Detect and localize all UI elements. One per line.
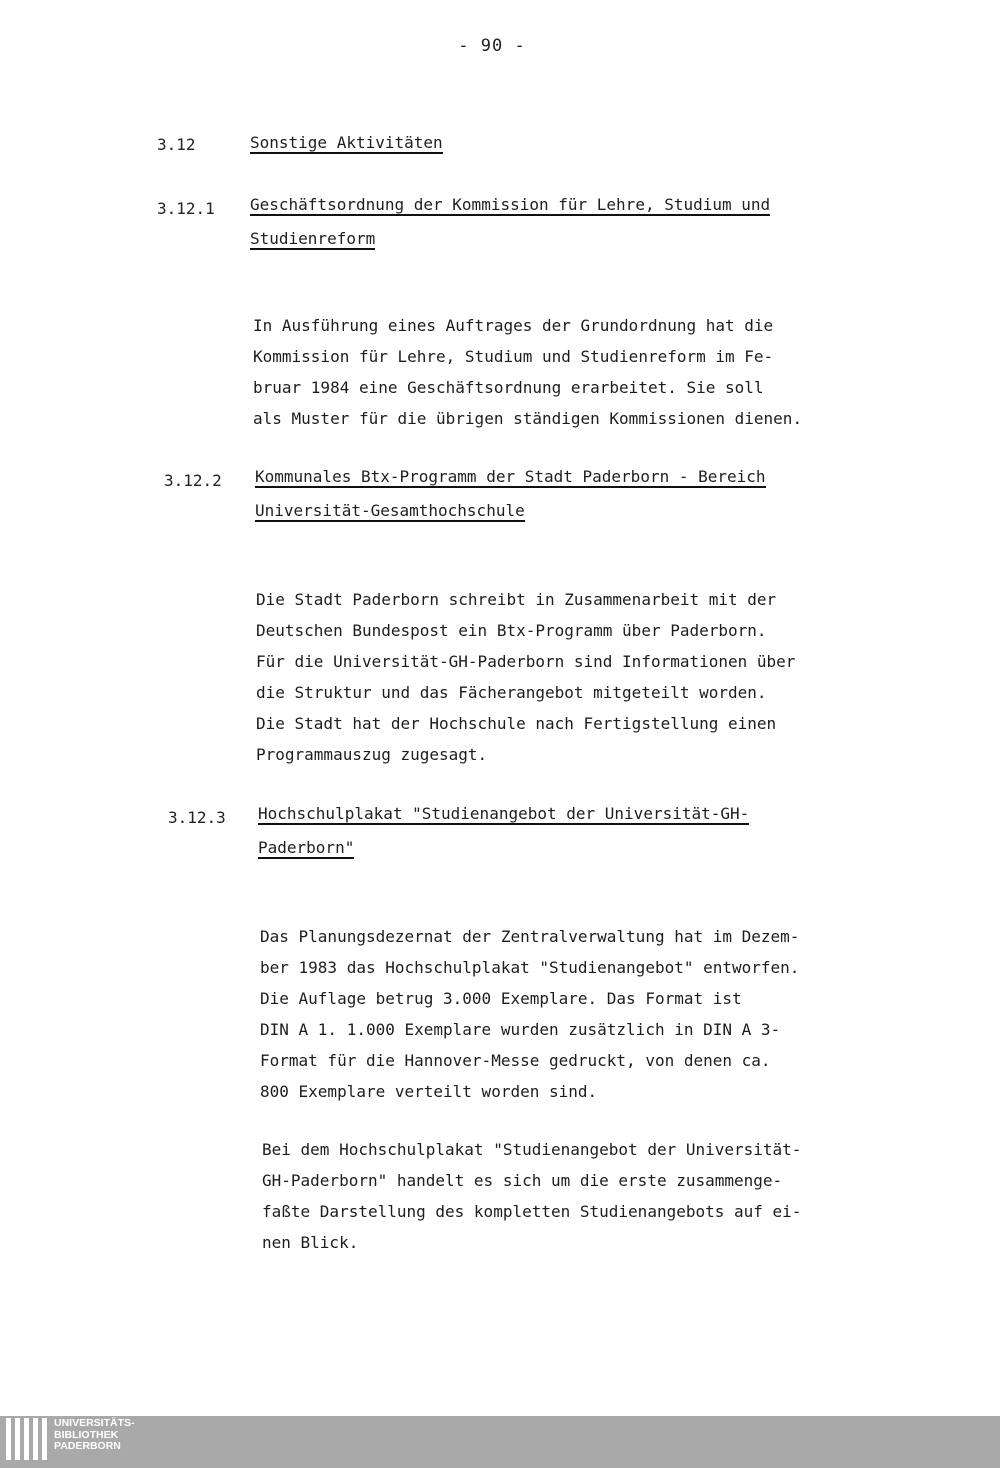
paragraph (260, 890, 799, 1107)
section-title (250, 188, 770, 256)
section-number: 3.12.1 (157, 199, 215, 218)
library-name-line: UNIVERSITÄTS- (54, 1417, 135, 1429)
paragraph-line: Für die Universität-GH-Paderborn sind Informationen über (256, 652, 796, 671)
paragraph-line: GH-Paderborn" handelt es sich um die erste zusammenge- (262, 1171, 783, 1190)
section-title-line: Universität-Gesamthochschule (255, 501, 525, 520)
section-number: 3.12.3 (168, 808, 226, 827)
paragraph (256, 553, 795, 770)
section-title (250, 126, 443, 160)
paragraph-line: als Muster für die übrigen ständigen Kommissionen dienen. (253, 409, 803, 428)
library-name-line: BIBLIOTHEK (54, 1428, 119, 1441)
paragraph-line: Das Planungsdezernat der Zentralverwaltung hat im Dezem- (260, 927, 800, 946)
section-title-line: Kommunales Btx-Programm der Stadt Paderborn - Bereich (255, 467, 766, 486)
paragraph-line: Kommission für Lehre, Studium und Studienreform im Fe- (253, 347, 774, 366)
paragraph-line: bruar 1984 eine Geschäftsordnung erarbeitet. Sie soll (253, 378, 764, 397)
section-number: 3.12 (157, 135, 196, 154)
paragraph (253, 279, 802, 434)
paragraph-line: In Ausführung eines Auftrages der Grundordnung hat die (253, 316, 774, 335)
paragraph-line: Bei dem Hochschulplakat "Studienangebot der Universität- (262, 1140, 802, 1159)
section-title (255, 460, 766, 528)
paragraph-line: Programmauszug zugesagt. (256, 745, 488, 764)
paragraph-line: nen Blick. (262, 1233, 359, 1252)
section-title (258, 797, 749, 865)
section-title-line: Paderborn" (258, 838, 355, 857)
library-footer (0, 1416, 1000, 1468)
section-title-line: Geschäftsordnung der Kommission für Lehre, Studium und (250, 195, 771, 214)
paragraph-line: Die Stadt hat der Hochschule nach Fertigstellung einen (256, 714, 777, 733)
section-title-text: Sonstige Aktivitäten (250, 133, 443, 152)
paragraph-line: die Struktur und das Fächerangebot mitgeteilt worden. (256, 683, 767, 702)
library-logo-icon (6, 1418, 50, 1466)
paragraph-line: Format für die Hannover-Messe gedruckt, von denen ca. (260, 1051, 771, 1070)
paragraph-line: Die Auflage betrug 3.000 Exemplare. Das Format ist (260, 989, 742, 1008)
paragraph-line: 800 Exemplare verteilt worden sind. (260, 1082, 598, 1101)
paragraph-line: Die Stadt Paderborn schreibt in Zusammenarbeit mit der (256, 590, 777, 609)
paragraph-line: faßte Darstellung des kompletten Studienangebots auf ei- (262, 1202, 802, 1221)
section-title-line: Hochschulplakat "Studienangebot der Universität-GH- (258, 804, 750, 823)
paragraph-line: ber 1983 das Hochschulplakat "Studienangebot" entworfen. (260, 958, 800, 977)
page-number: - 90 - (458, 36, 526, 56)
section-number: 3.12.2 (164, 471, 222, 490)
library-name-line: PADERBORN (54, 1440, 121, 1452)
library-name (54, 1418, 135, 1453)
section-title-line: Studienreform (250, 229, 376, 248)
paragraph-line: DIN A 1. 1.000 Exemplare wurden zusätzlich in DIN A 3- (260, 1020, 781, 1039)
paragraph-line: Deutschen Bundespost ein Btx-Programm über Paderborn. (256, 621, 767, 640)
paragraph (262, 1103, 801, 1258)
